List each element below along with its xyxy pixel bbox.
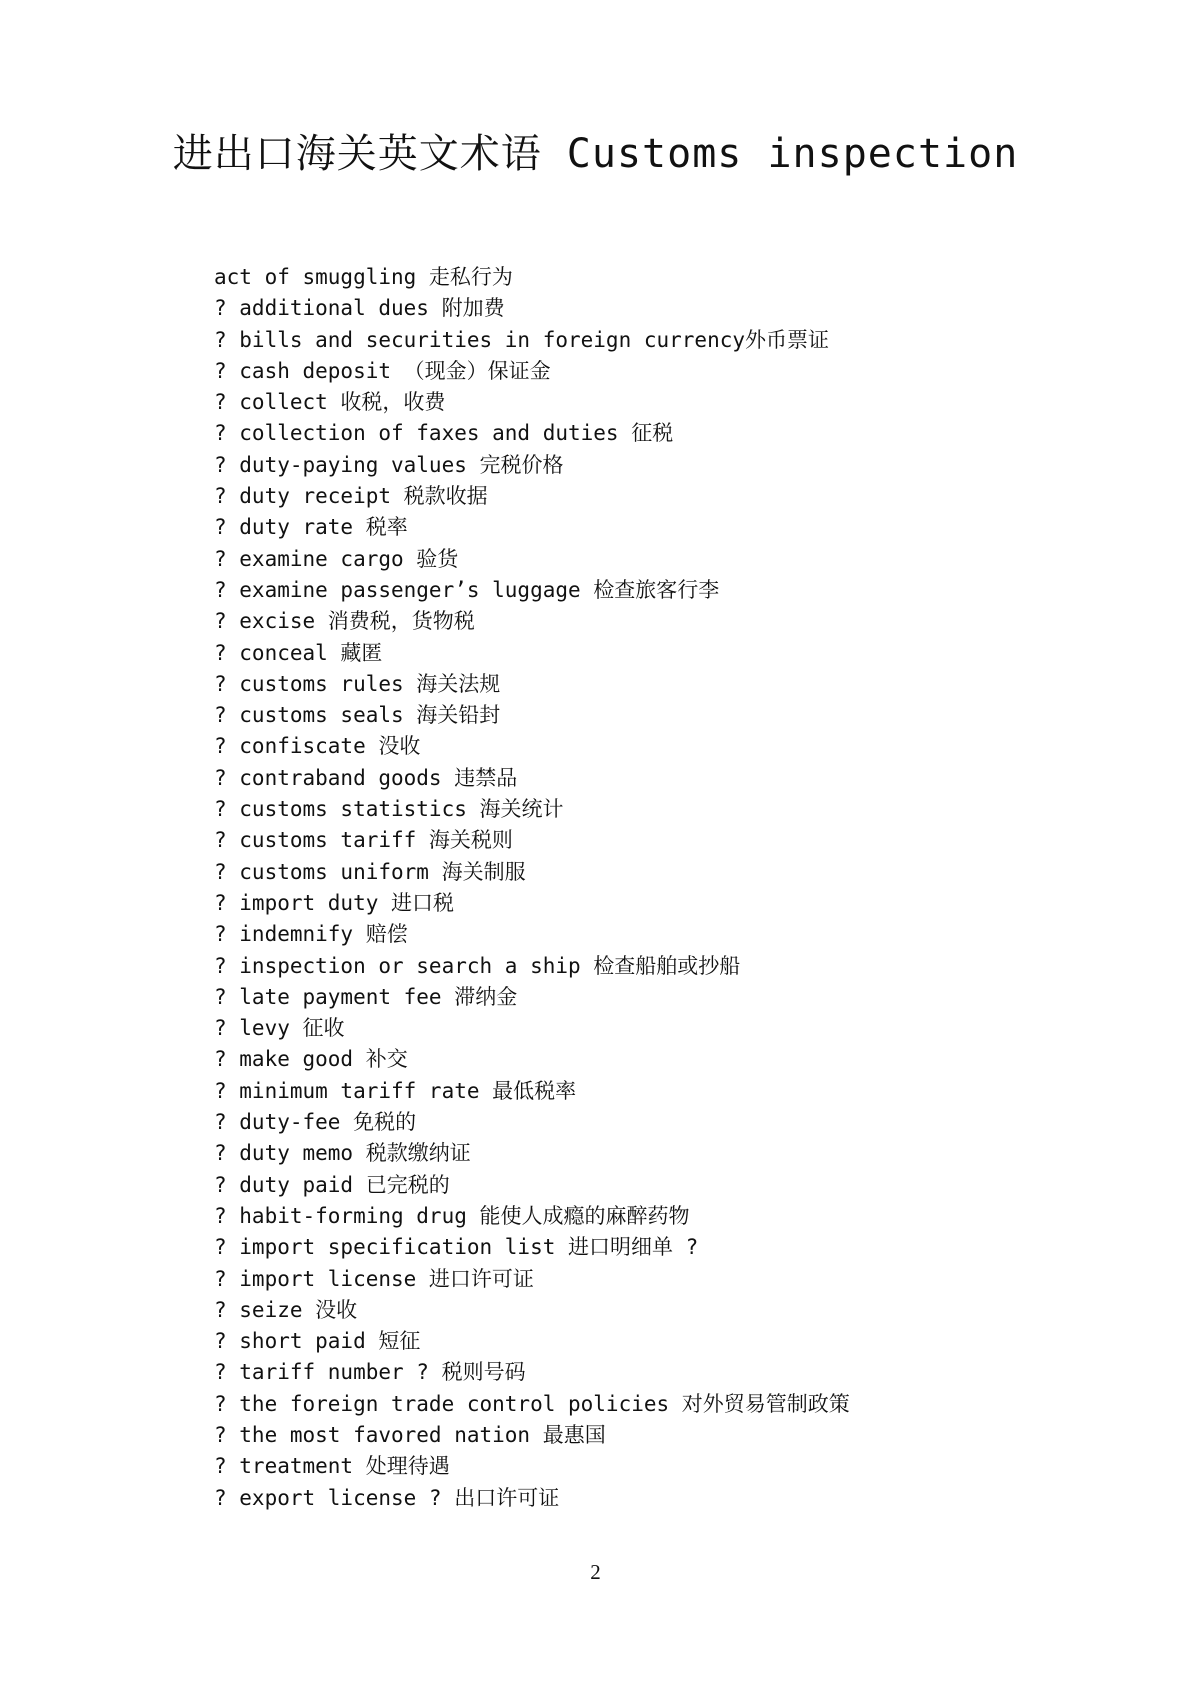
glossary-entry: ? bills and securities in foreign currency外币票证: [214, 327, 830, 352]
document-title: 进出口海关英文术语 Customs inspection: [172, 131, 1019, 177]
glossary-entry: act of smuggling 走私行为: [214, 265, 513, 289]
glossary-entry: ? the most favored nation 最惠国: [214, 1422, 606, 1447]
glossary-entry: ? customs seals 海关铅封: [214, 703, 501, 728]
glossary-entry: ? import specification list 进口明细单 ?: [214, 1235, 699, 1260]
glossary-entry: ? customs rules 海关法规: [214, 671, 501, 696]
glossary-entry: ? duty-fee 免税的: [214, 1110, 417, 1135]
glossary-entry: ? duty-paying values 完税价格: [214, 452, 564, 477]
glossary-entry: ? conceal 藏匿: [214, 640, 383, 665]
glossary-entry: ? confiscate 没收: [214, 734, 421, 759]
glossary-entry: ? make good 补交: [214, 1047, 408, 1072]
glossary-entry: ? levy 征收: [214, 1016, 345, 1041]
glossary-entry: ? export license ? 出口许可证: [214, 1485, 560, 1510]
glossary-entry: ? import duty 进口税: [214, 890, 455, 915]
glossary-entry: ? contraband goods 违禁品: [214, 765, 518, 790]
glossary-entry: ? examine cargo 验货: [214, 546, 459, 571]
glossary-entry: ? import license 进口许可证: [214, 1266, 534, 1291]
glossary-entry: ? collect 收税，收费: [214, 390, 446, 415]
glossary-entry: ? tariff number ? 税则号码: [214, 1360, 526, 1385]
glossary-entry: ? customs statistics 海关统计: [214, 797, 564, 822]
glossary-entry: ? collection of faxes and duties 征税: [214, 421, 674, 446]
glossary-list: [214, 262, 1114, 1514]
glossary-entry: ? customs uniform 海关制服: [214, 859, 526, 884]
glossary-entry: ? duty receipt 税款收据: [214, 484, 488, 509]
glossary-entry: ? the foreign trade control policies 对外贸易管制政策: [214, 1391, 850, 1416]
glossary-entry: ? late payment fee 滞纳金: [214, 984, 518, 1009]
glossary-entry: ? short paid 短征: [214, 1329, 421, 1354]
glossary-entry: ? cash deposit （现金）保证金: [214, 358, 551, 383]
glossary-entry: ? seize 没收: [214, 1297, 358, 1322]
page-number: 2: [590, 1560, 601, 1584]
glossary-entry: ? treatment 处理待遇: [214, 1454, 450, 1479]
glossary-entry: ? minimum tariff rate 最低税率: [214, 1078, 577, 1103]
glossary-entry: ? indemnify 赔偿: [214, 922, 408, 947]
glossary-entry: ? excise 消费税，货物税: [214, 609, 475, 634]
glossary-entry: ? duty memo 税款缴纳证: [214, 1141, 471, 1166]
glossary-entry: ? inspection or search a ship 检查船舶或抄船: [214, 953, 741, 978]
glossary-entry: ? customs tariff 海关税则: [214, 828, 513, 853]
glossary-entry: ? additional dues 附加费: [214, 296, 505, 321]
glossary-entry: ? examine passenger’s luggage 检查旅客行李: [214, 577, 720, 602]
glossary-entry: ? duty paid 已完税的: [214, 1172, 450, 1197]
glossary-entry: ? duty rate 税率: [214, 515, 408, 540]
glossary-entry: ? habit-forming drug 能使人成瘾的麻醉药物: [214, 1203, 690, 1228]
